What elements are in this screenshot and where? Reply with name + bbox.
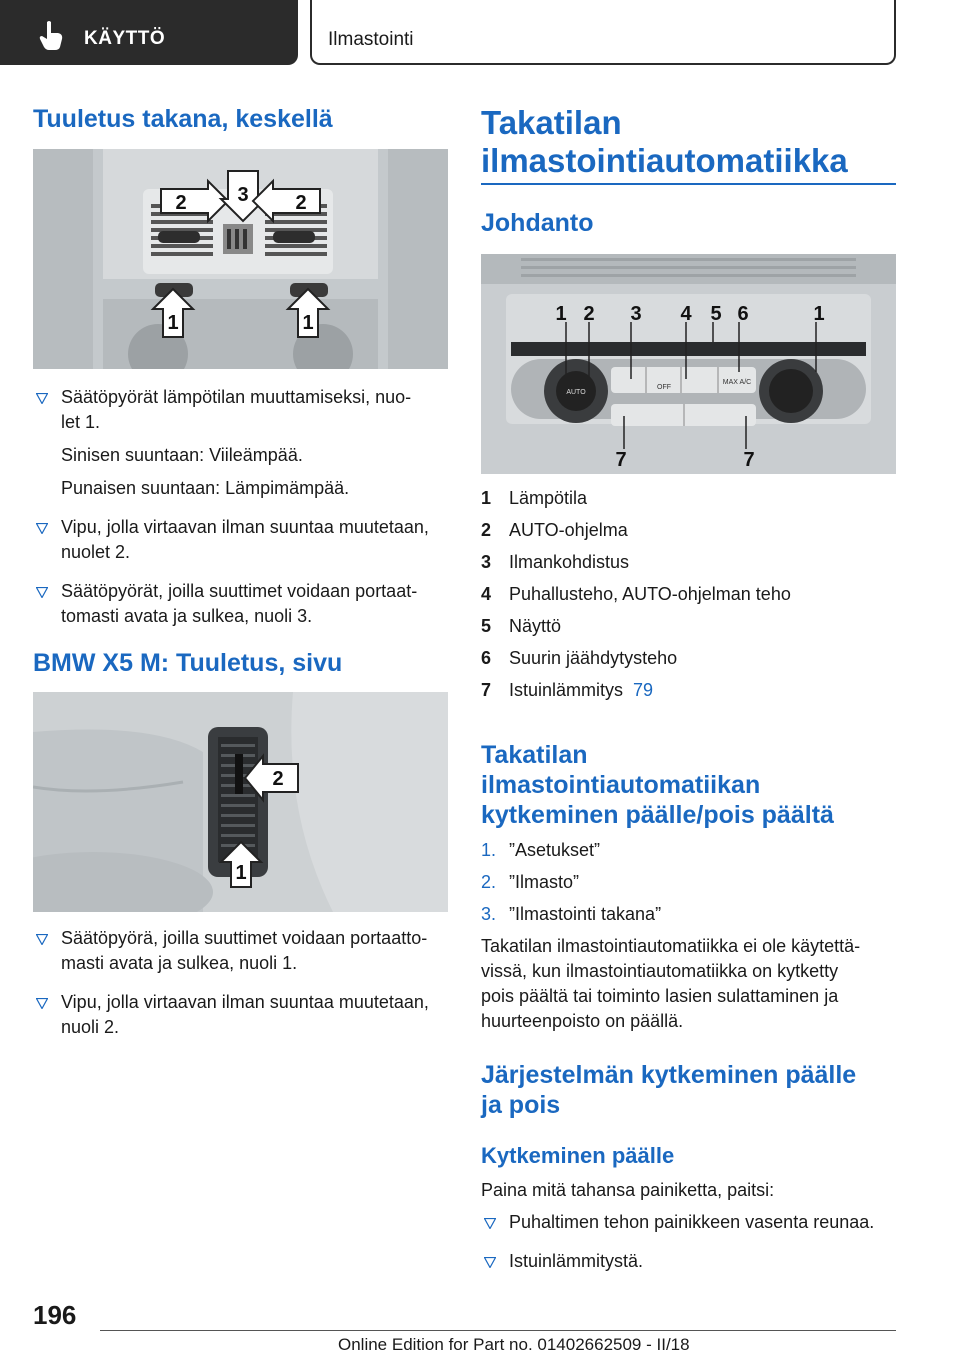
heading-switch-on: Kytkeminen päälle xyxy=(481,1143,675,1168)
paragraph-press-any: Paina mitä tahansa painiketta, paitsi: xyxy=(481,1180,775,1200)
fig3-label: 3 xyxy=(630,303,642,325)
fig2-label: 2 xyxy=(272,768,284,790)
heading-center-vents: Tuuletus takana, keskellä xyxy=(33,105,333,133)
fig3-label: 4 xyxy=(680,303,692,325)
off-button-label: OFF xyxy=(657,384,671,391)
edition-text: Online Edition for Part no. 01402662509 - II/18 xyxy=(338,1335,690,1354)
section-title: Ilmastointi xyxy=(328,29,414,50)
fig1-label: 1 xyxy=(167,312,179,334)
chapter-title: KÄYTTÖ xyxy=(84,28,166,49)
triangle-bullet-icon xyxy=(36,393,48,404)
page-reference-link[interactable]: 79 xyxy=(633,680,654,700)
list-item: Säätöpyörät, joilla suuttimet voidaan portaat- tomasti avata ja sulkea, nuoli 3. xyxy=(33,579,448,629)
list-item: 1. ”Asetukset” xyxy=(481,840,601,860)
paragraph-unavailable: Takatilan ilmastointiautomatiikka ei ole käytettä- vissä, kun ilmastointiautomatiikka on kytketty pois päältä tai toiminto lasien sulattaminen ja huurteenpoisto on päällä. xyxy=(481,936,861,1031)
fig3-label: 6 xyxy=(737,303,749,325)
page-number: 196 xyxy=(33,1300,77,1330)
title-rule xyxy=(481,183,896,185)
triangle-bullet-icon xyxy=(36,934,48,945)
figure-center-vents xyxy=(33,149,448,369)
auto-button-label: AUTO xyxy=(566,389,586,396)
legend-item: 1 Lämpötila xyxy=(481,488,588,508)
triangle-bullet-icon xyxy=(36,998,48,1009)
list-item: 2. ”Ilmasto” xyxy=(481,872,580,892)
footer-rule xyxy=(100,1330,896,1331)
fig3-label: 7 xyxy=(743,449,755,471)
figure-side-vent xyxy=(33,692,448,912)
list-item: Puhaltimen tehon painikkeen vasenta reunaa. xyxy=(481,1210,896,1235)
heading-side-vents: BMW X5 M: Tuuletus, sivu xyxy=(33,649,343,677)
bullet-list-side xyxy=(33,926,448,1054)
triangle-bullet-icon xyxy=(36,587,48,598)
legend-list xyxy=(481,482,896,706)
triangle-bullet-icon xyxy=(484,1218,496,1229)
fig3-label: 1 xyxy=(555,303,567,325)
legend-item: 5 Näyttö xyxy=(481,616,562,636)
triangle-bullet-icon xyxy=(484,1257,496,1268)
fig2-label: 1 xyxy=(235,862,247,884)
page-title: Takatilan ilmastointiautomatiikka xyxy=(481,104,848,179)
fig3-label: 7 xyxy=(615,449,627,471)
fig1-label: 1 xyxy=(302,312,314,334)
list-item: Vipu, jolla virtaavan ilman suuntaa muutetaan, nuoli 2. xyxy=(33,990,448,1040)
bullet-list-exceptions xyxy=(481,1210,896,1288)
list-item: 3. ”Ilmastointi takana” xyxy=(481,904,662,924)
figure-control-panel xyxy=(481,254,896,474)
fig1-label: 2 xyxy=(175,192,187,214)
list-item: Säätöpyörät lämpötilan muuttamiseksi, nuo- let 1. Sinisen suuntaan: Viileämpää. Punaisen suuntaan: Lämpimämpää. xyxy=(33,385,448,501)
fig3-label: 2 xyxy=(583,303,595,325)
fig3-label: 1 xyxy=(813,303,825,325)
legend-item: 4 Puhallusteho, AUTO-ohjelman teho xyxy=(481,584,791,604)
legend-item: 3 Ilmankohdistus xyxy=(481,552,630,572)
fig1-label: 3 xyxy=(237,184,249,206)
heading-intro: Johdanto xyxy=(481,209,594,237)
list-item: Istuinlämmitystä. xyxy=(481,1249,896,1274)
legend-item: 7 Istuinlämmitys 79 xyxy=(481,680,654,700)
heading-switch-on-off: Takatilan ilmastointiautomatiikan kytkeminen päälle/pois päältä xyxy=(481,741,834,829)
hand-pointer-icon xyxy=(38,20,64,50)
fig3-label: 5 xyxy=(710,303,722,325)
section-tab xyxy=(310,0,896,65)
triangle-bullet-icon xyxy=(36,523,48,534)
fig1-label: 2 xyxy=(295,192,307,214)
maxac-button-label: MAX A/C xyxy=(722,379,752,386)
steps-list xyxy=(481,834,896,930)
legend-item: 6 Suurin jäähdytysteho xyxy=(481,648,678,668)
list-item: Säätöpyörä, joilla suuttimet voidaan portaatto- masti avata ja sulkea, nuoli 1. xyxy=(33,926,448,976)
legend-item: 2 AUTO-ohjelma xyxy=(481,520,628,540)
bullet-list-center xyxy=(33,385,448,643)
list-item: Vipu, jolla virtaavan ilman suuntaa muutetaan, nuolet 2. xyxy=(33,515,448,565)
chapter-tab xyxy=(0,0,298,65)
heading-system-on-off: Järjestelmän kytkeminen päälle ja pois xyxy=(481,1061,857,1119)
